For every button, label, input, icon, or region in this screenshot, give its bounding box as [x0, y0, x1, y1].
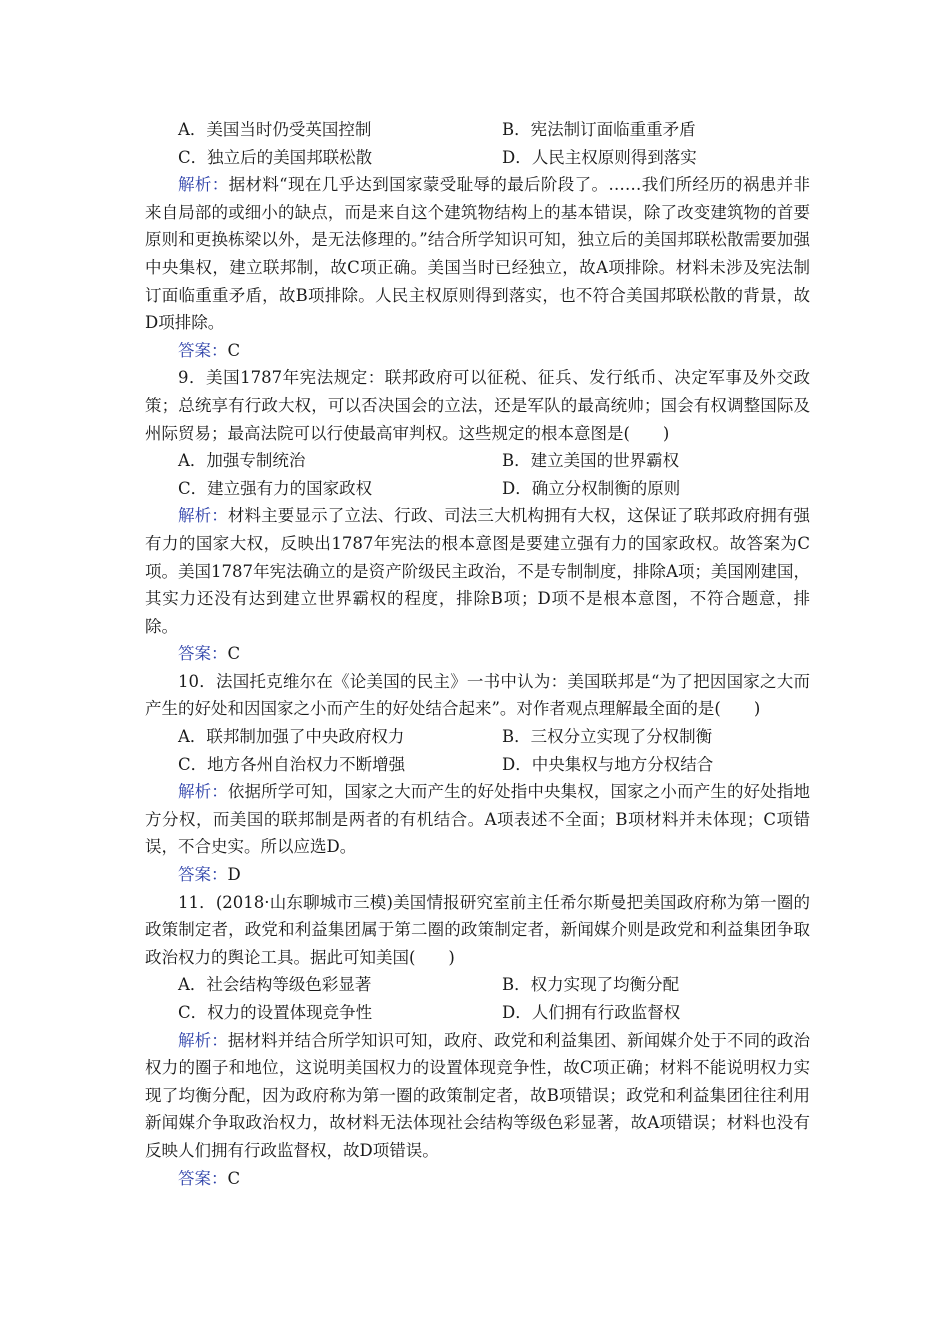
analysis-label: 解析： — [178, 782, 228, 802]
answer-value: C — [227, 340, 241, 360]
options-row — [145, 475, 810, 503]
analysis-label: 解析： — [178, 506, 228, 526]
option: D．中央集权与地方分权结合 — [502, 754, 714, 774]
option: D．人们拥有行政监督权 — [502, 1003, 681, 1022]
options-row — [145, 116, 810, 144]
answer-value: C — [227, 1168, 241, 1188]
question-11: 11．(2018·山东聊城市三模)美国情报研究室前主任希尔斯曼把美国政府称为第一圈的政策制定者，政党和利益集团属于第二圈的政策制定者，新闻媒介则是政党和利益集团争取政治权力的舆论工具。据此可知美国( ) — [145, 892, 810, 967]
options-row — [145, 971, 810, 999]
options-row — [145, 144, 810, 172]
analysis-paragraph — [145, 1027, 810, 1165]
options-row — [145, 999, 810, 1027]
answer-value: D — [227, 865, 241, 885]
option: B．建立美国的世界霸权 — [502, 451, 680, 471]
answer-label: 答案： — [178, 865, 228, 885]
question-9: 9．美国1787年宪法规定：联邦政府可以征税、征兵、发行纸币、决定军事及外交政策；总统享有行政大权，可以否决国会的立法，还是军队的最高统帅；国会有权调整国际及州际贸易；最高法院可以行使最高审判权。这些规定的根本意图是( ) — [145, 368, 810, 443]
question-10: 10．法国托克维尔在《论美国的民主》一书中认为：美国联邦是“为了把因国家之大而产生的好处和因国家之小而产生的好处结合起来”。对作者观点理解最全面的是( ) — [145, 671, 810, 719]
answer-label: 答案： — [178, 644, 228, 664]
option: D．人民主权原则得到落实 — [502, 147, 697, 167]
options-row — [145, 447, 810, 475]
document-content — [145, 116, 810, 1192]
analysis-text: 材料主要显示了立法、行政、司法三大机构拥有大权，这保证了联邦政府拥有强有力的国家大权，反映出1787年宪法的根本意图是要建立强有力的国家政权。故答案为C项。美国1787年宪法确立的是资产阶级民主政治，不是专制制度，排除A项；美国刚建国，其实力还没有达到建立世界霸权的程度，排除B项；D项不是根本意图，不符合题意，排除。 — [145, 506, 811, 636]
analysis-text: 依据所学可知，国家之大而产生的好处指中央集权，国家之小而产生的好处指地方分权，而美国的联邦制是两者的有机结合。A项表述不全面；B项材料并未体现；C项错误，不合史实。所以应选D。 — [145, 782, 811, 857]
option: B．三权分立实现了分权制衡 — [502, 727, 713, 747]
option: A．联邦制加强了中央政府权力 — [178, 727, 405, 747]
answer-line — [145, 337, 810, 365]
options-row — [145, 751, 810, 779]
option: A．加强专制统治 — [178, 451, 306, 471]
option: B．权力实现了均衡分配 — [502, 975, 680, 995]
analysis-label: 解析： — [178, 175, 229, 195]
option: B．宪法制订面临重重矛盾 — [502, 120, 696, 139]
analysis-paragraph — [145, 502, 810, 640]
answer-line — [145, 1165, 810, 1193]
answer-line — [145, 861, 810, 889]
answer-line — [145, 640, 810, 668]
option: A．社会结构等级色彩显著 — [178, 975, 372, 995]
option: C．地方各州自治权力不断增强 — [178, 754, 406, 774]
analysis-paragraph — [145, 778, 810, 861]
option: A．美国当时仍受英国控制 — [178, 120, 372, 139]
option: C．建立强有力的国家政权 — [178, 478, 373, 498]
answer-label: 答案： — [178, 340, 228, 360]
option: C．独立后的美国邦联松散 — [178, 147, 373, 167]
answer-label: 答案： — [178, 1168, 228, 1188]
options-row — [145, 723, 810, 751]
analysis-label: 解析： — [178, 1030, 228, 1050]
answer-value: C — [227, 644, 241, 664]
analysis-text: 据材料“现在几乎达到国家蒙受耻辱的最后阶段了。……我们所经历的祸患并非来自局部的或细小的缺点，而是来自这个建筑物结构上的基本错误，除了改变建筑物的首要原则和更换栋梁以外，是无法修理的。”结合所学知识可知，独立后的美国邦联松散需要加强中央集权，建立联邦制，故C项正确。美国当时已经独立，故A项排除。材料未涉及宪法制订面临重重矛盾，故B项排除。人民主权原则得到落实，也不符合美国邦联松散的背景，故D项排除。 — [145, 175, 811, 333]
analysis-paragraph — [145, 171, 810, 337]
option: C．权力的设置体现竞争性 — [178, 1003, 373, 1022]
analysis-text: 据材料并结合所学知识可知，政府、政党和利益集团、新闻媒介处于不同的政治权力的圈子和地位，这说明美国权力的设置体现竞争性，故C项正确；材料不能说明权力实现了均衡分配，因为政府称为第一圈的政策制定者，故B项错误；政党和利益集团往往利用新闻媒介争取政治权力，故材料无法体现社会结构等级色彩显著，故A项错误；材料也没有反映人们拥有行政监督权，故D项错误。 — [145, 1030, 811, 1160]
option: D．确立分权制衡的原则 — [502, 478, 681, 498]
